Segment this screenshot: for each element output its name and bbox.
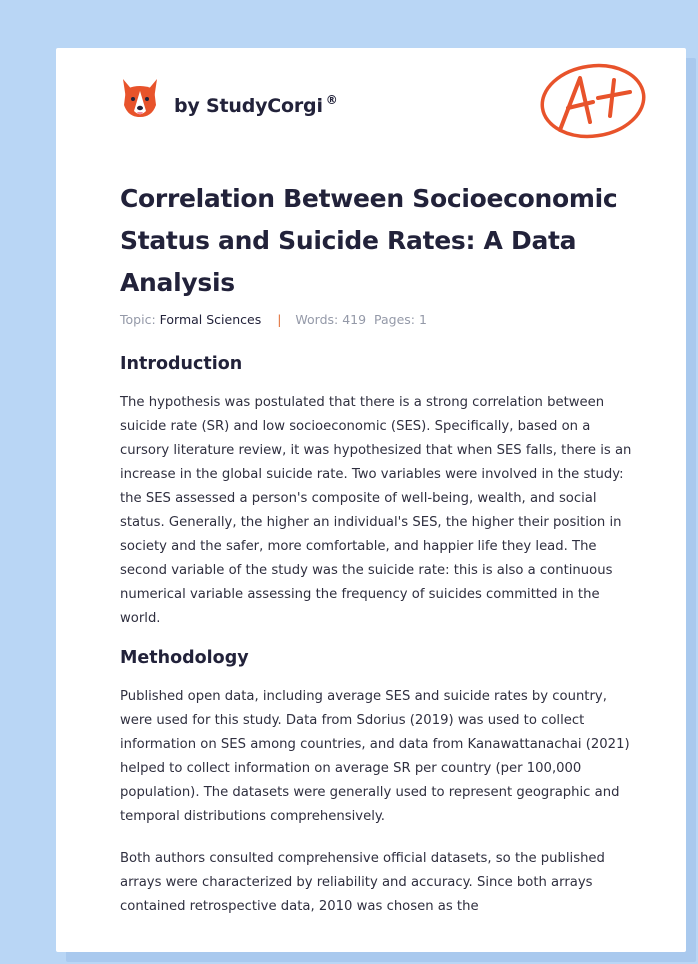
topic-link[interactable]: Formal Sciences (159, 312, 262, 327)
methodology-heading: Methodology (120, 648, 249, 668)
document-page (56, 48, 686, 952)
essay-meta (120, 312, 427, 327)
brand-text: by StudyCorgi (174, 95, 323, 117)
page-title: Correlation Between Socioeconomic Status and Suicide Rates: A Data Analysis (120, 184, 618, 297)
a-plus-grade-icon (538, 60, 648, 142)
methodology-paragraph-1: Published open data, including average SES and suicide rates by country, were used for this study. Data from Sdorius (2019) was used to collect information on SES among countries, and data from Kanawattanachai (2021) helped to collect information on average SR per country (per 100,000 population). The datasets were generally used to represent geographic and temporal distributions comprehensively. (120, 689, 630, 824)
methodology-paragraph-2: Both authors consulted comprehensive official datasets, so the published arrays were characterized by reliability and accuracy. Since both arrays contained retrospective data, 2010 was chosen as the (120, 851, 605, 914)
topic-label: Topic: (120, 312, 156, 327)
meta-separator: | (277, 312, 282, 327)
introduction-heading: Introduction (120, 354, 243, 374)
introduction-paragraph: The hypothesis was postulated that there is a strong correlation between suicide rate (SR) and low socioeconomic (SES). Specifically, based on a cursory literature review, it was hypothesized that when SES falls, there is an increase in the global suicide rate. Two variables were involved in the study: the SES assessed a person's composite of well-being, wealth, and social status. Generally, the higher an individual's SES, the higher their position in society and the safer, more comfortable, and happier life they lead. The second variable of the study was the suicide rate: this is also a continuous numerical variable assessing the frequency of suicides committed in the world. (120, 395, 632, 626)
corgi-logo-icon[interactable] (120, 75, 160, 121)
registered-mark: ® (325, 93, 338, 107)
word-count: Words: 419 (295, 312, 367, 327)
page-count: Pages: 1 (374, 312, 427, 327)
site-header (120, 75, 338, 121)
brand-name[interactable] (174, 93, 338, 117)
